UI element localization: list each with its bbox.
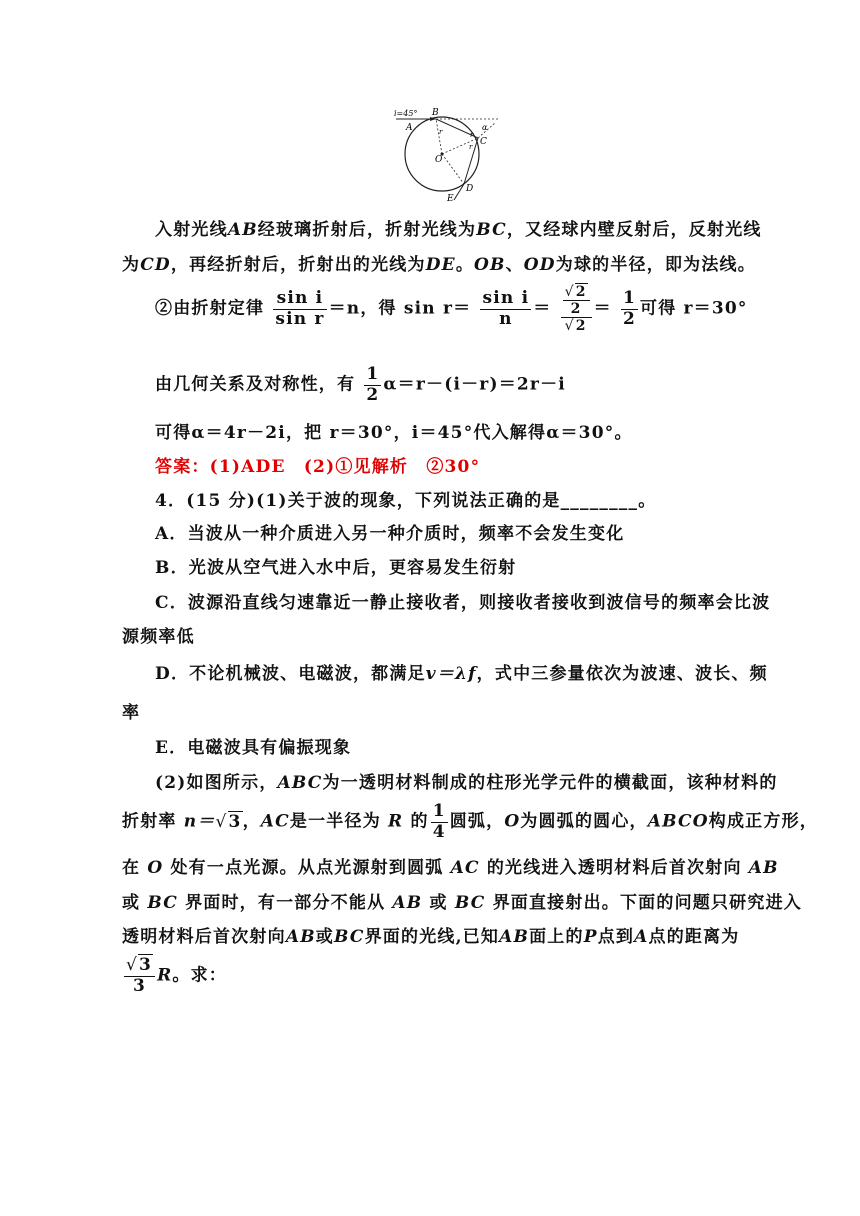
- answer-label: 答案：: [155, 457, 210, 477]
- figure-label-e: E: [447, 194, 454, 204]
- fraction-quarter: $\frac{1}{4}$: [432, 801, 446, 842]
- figure-label-d: D: [466, 184, 474, 194]
- q4-option-d-line2: 率: [122, 703, 141, 723]
- q4-part2-line5: 透明材料后首次射向AB或BC界面的光线,已知AB面上的P点到A点的距离为: [122, 927, 740, 947]
- q4-part2-line1: (2)如图所示，ABC为一透明材料制成的柱形光学元件的横截面，该种材料的: [155, 773, 778, 793]
- q3-geometry-line: 由几何关系及对称性，有 $\frac{1}{2}$ α＝r－(i－r)＝2r－i: [155, 364, 566, 405]
- fraction-half: $\frac{1}{2}$: [622, 288, 636, 329]
- figure-label-r3: r: [469, 143, 473, 151]
- q4-option-b: B．光波从空气进入水中后，更容易发生衍射: [155, 558, 517, 578]
- q4-part2-line2: 折射率 n＝√3，AC是一半径为 R 的 $\frac{1}{4}$ 圆弧，O为圆弧的圆心，ABCO构成正方形，: [122, 801, 818, 842]
- q4-option-c-line1: C．波源沿直线匀速靠近一静止接收者，则接收者接收到波信号的频率会比波: [155, 593, 771, 613]
- fraction-half-2: $\frac{1}{2}$: [366, 364, 380, 405]
- q3-refraction-law: ②由折射定律 $\frac{\text{sin i}}{\text{sin r}}$ ＝n，得 sin r＝ $\frac{\text{sin i}}{n}$ ＝ $\frac{\frac{√2}{2}}{√2}$ ＝ $\frac{1}{2}$ 可得 r＝30°: [155, 284, 748, 335]
- fraction-sqrt3-over-3: $\frac{√3}{3}$: [124, 956, 155, 996]
- q4-option-d-line1: D．不论机械波、电磁波，都满足v＝λf，式中三参量依次为波速、波长、频: [155, 664, 768, 684]
- q4-stem: 4．(15 分)(1)关于波的现象，下列说法正确的是________。: [155, 491, 657, 511]
- q4-option-c-line2: 源频率低: [122, 627, 195, 647]
- answer-text: (1)ADE (2)①见解析 ②30°: [209, 457, 481, 477]
- q3-para1-line2: 为CD，再经折射后，折射出的光线为DE。OB、OD为球的半径，即为法线。: [122, 255, 756, 275]
- answer-line: [155, 452, 480, 477]
- q4-option-a: A．当波从一种介质进入另一种介质时，频率不会发生变化: [155, 524, 625, 544]
- fraction-sini-sinr: $\frac{\text{sin i}}{\text{sin r}}$: [275, 288, 325, 329]
- q4-part2-line3: 在 O 处有一点光源。从点光源射到圆弧 AC 的光线进入透明材料后首次射向 AB: [122, 858, 779, 878]
- q3-solve-line: 可得α＝4r－2i，把 r＝30°，i＝45°代入解得α＝30°。: [155, 423, 633, 443]
- q4-part2-line6: $\frac{√3}{3}$ R。求：: [126, 955, 228, 996]
- q4-part2-line4: 或 BC 界面时，有一部分不能从 AB 或 BC 界面直接射出。下面的问题只研究进入: [122, 893, 802, 913]
- fraction-nested: $\frac{\frac{√2}{2}}{√2}$: [561, 284, 592, 334]
- figure-label-r1: r: [439, 128, 443, 136]
- figure-label-i: i=45°: [394, 109, 418, 118]
- refraction-sphere-figure: [392, 104, 504, 204]
- figure-label-r2: r: [470, 131, 474, 139]
- figure-label-a: A: [406, 123, 413, 133]
- q3-para1-line1: 入射光线AB经玻璃折射后，折射光线为BC，又经球内壁反射后，反射光线: [155, 220, 762, 240]
- figure-label-c: C: [480, 137, 487, 147]
- figure-label-alpha: α: [482, 123, 488, 132]
- figure-label-o: O: [435, 155, 443, 165]
- figure-label-b: B: [432, 108, 439, 118]
- fraction-sini-n: $\frac{\text{sin i}}{n}$: [482, 288, 530, 329]
- q4-option-e: E．电磁波具有偏振现象: [155, 738, 352, 758]
